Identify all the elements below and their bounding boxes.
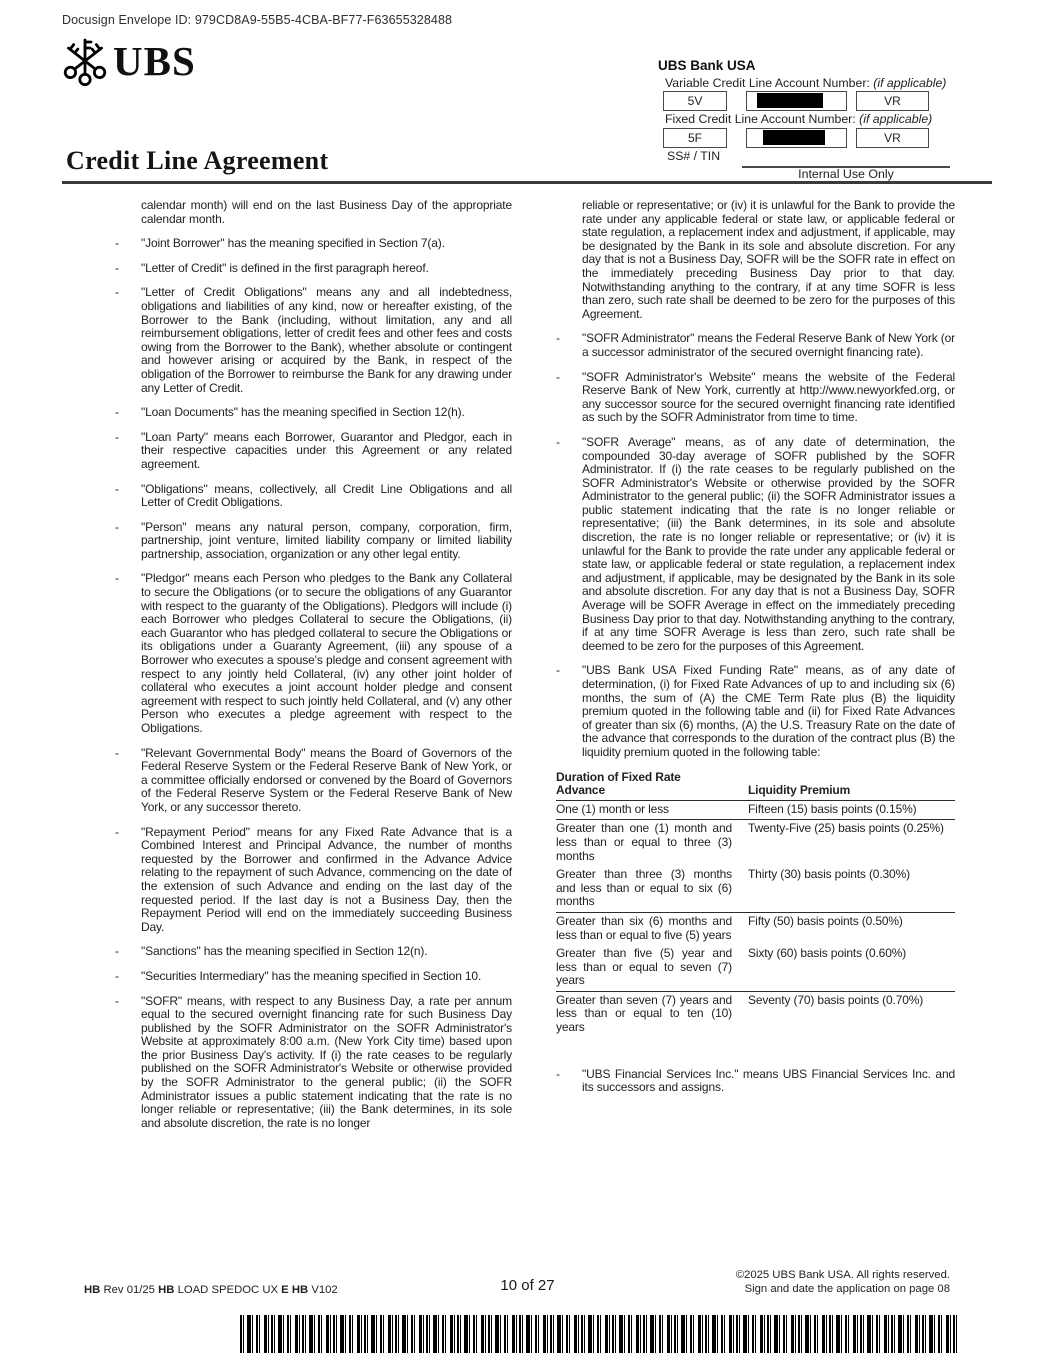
definition-item: [115, 826, 512, 935]
definition-text: "Letter of Credit Obligations" means any and all indebtedness, obligations and liabilities of any kind, now or hereafter existing, of the Borrower to the Bank (including, without limitation, any and all reimbursement obligations, letter of credit fees and other fees and costs owing from the Borrower to the Bank), whether absolute or contingent and however arising or acquired by the Bank, in respect of the obligation of the Borrower to reimburse the Bank for any drawing under any Letter of Credit.: [141, 285, 512, 395]
duration-cell: Greater than five (5) year and less than or equal to seven (7) years: [556, 945, 748, 991]
table-header-row: [556, 771, 955, 801]
definition-item: [115, 262, 512, 276]
definition-item: [115, 483, 512, 510]
definition-text: "Loan Party" means each Borrower, Guarantor and Pledgor, each in their respective capacities under this Agreement or any related agreement.: [141, 429, 512, 471]
copyright-text: ©2025 UBS Bank USA. All rights reserved.: [735, 1269, 950, 1281]
definition-item: [556, 332, 955, 359]
table-body: [556, 800, 955, 1037]
fixed-account-label-text: Fixed Credit Line Account Number:: [665, 112, 856, 126]
table-row: [556, 866, 955, 912]
definition-text: "SOFR" means, with respect to any Business Day, a rate per annum equal to the secured overnight financing rate for such Business Day published by the SOFR Administrator on the SOFR Administrator's Website at approximately 8:00 a.m. (New York City time) based upon the prior Business Day's activity. If (i) the rate ceases to be regularly published on the SOFR Administrator's Website or otherwise provided by the SOFR Administrator to the general public; (ii) the SOFR Administrator issues a public statement indicating that the rate is no longer reliable or representative; (iii) the Bank determines, in its sole and absolute discretion, the rate is no longer: [141, 993, 512, 1130]
redacted-variable-account-number: [757, 93, 823, 108]
definition-item: [556, 436, 955, 654]
ubs-logo: [62, 34, 196, 88]
ubs-wordmark: UBS: [113, 37, 196, 84]
sign-note-text: Sign and date the application on page 08: [744, 1282, 950, 1295]
definition-item: [115, 431, 512, 472]
footer-code-segment: HB: [158, 1284, 178, 1296]
definition-text: "Relevant Governmental Body" means the Board of Governors of the Federal Reserve System or the Federal Reserve Bank of New York, or a committee officially endorsed or convened by the Board of Governors of the Federal Reserve System or the Federal Reserve Bank of New York, or any successor thereto.: [141, 745, 512, 814]
table-head: [556, 771, 955, 801]
bullet-dash: -: [115, 285, 119, 300]
duration-cell: Greater than one (1) month and less than or equal to three (3) months: [556, 821, 732, 863]
definition-item: [556, 664, 955, 759]
bullet-dash: -: [115, 745, 119, 760]
definition-text: "Person" means any natural person, company, corporation, firm, partnership, joint venture, limited liability company or limited liability partnership, association, organization or any other legal entity.: [141, 519, 512, 561]
definition-item: [556, 371, 955, 425]
bullet-dash: -: [556, 369, 560, 384]
column-header-duration: Duration of Fixed Rate Advance: [556, 771, 748, 801]
definition-text: "SOFR Administrator's Website" means the website of the Federal Reserve Bank of New York, currently at http://www.newyorkfed.org, or any successor source for the secured overnight financing rate identified as such by the SOFR Administrator from time to time.: [582, 369, 955, 425]
definition-text: "SOFR Administrator" means the Federal Reserve Bank of New York (or a successor administrator of the secured overnight financing rate).: [582, 331, 955, 359]
table-row: [556, 991, 955, 1037]
variable-account-label-text: Variable Credit Line Account Number:: [665, 76, 870, 90]
definition-item: [115, 521, 512, 562]
definition-item: [115, 747, 512, 815]
paragraph: calendar month) will end on the last Business Day of the appropriate calendar month.: [141, 198, 512, 226]
internal-use-only-label: Internal Use Only: [798, 167, 894, 181]
definition-text: "Loan Documents" has the meaning specified in Section 12(h).: [141, 405, 465, 420]
bullet-dash: -: [115, 260, 119, 275]
fixed-suffix-box: VR: [856, 128, 929, 148]
definition-text: "Sanctions" has the meaning specified in Section 12(n).: [141, 944, 428, 959]
table-row: [556, 800, 955, 820]
premium-cell: Fifteen (15) basis points (0.15%): [748, 800, 955, 820]
footer-code-segment: Rev 01/25: [103, 1284, 159, 1296]
ubs-keys-icon: [62, 34, 108, 88]
definition-text: "UBS Bank USA Fixed Funding Rate" means, as of any date of determination, (i) for Fixed Rate Advances of up to and including six (6) months, the sum of (A) the CME Term Rate plus (B) the liquidity premium quoted in the following table and (ii) for Fixed Rate Advances of greater than six (6) months, (A) the U.S. Treasury Rate on the date of the advance that corresponds to the duration of the contract plus (B) the liquidity premium quoted in the following table:: [582, 663, 955, 759]
table-row: [556, 820, 955, 866]
table-row: [556, 945, 955, 991]
paragraph: reliable or representative; or (iv) it is unlawful for the Bank to provide the rate under any applicable federal or state law, or applicable federal or state regulation, a replacement index and adjustment, if applicable, may be designated by the Bank in its sole and absolute discretion. For any day that is not a Business Day, SOFR will be the SOFR rate in effect on the immediately preceding Business Day prior to that day. Notwithstanding anything to the contrary, if at any time SOFR is less than zero, such rate shall be deemed to be zero for the purposes of this Agreement.: [582, 198, 955, 321]
bullet-dash: -: [556, 1066, 560, 1081]
bullet-dash: -: [115, 429, 119, 444]
definition-text: "SOFR Average" means, as of any date of determination, the compounded 30-day average of SOFR published by the SOFR Administrator. If (i) the rate ceases to be regularly published on the SOFR Administrator's Website or otherwise provided by the SOFR Administrator to the general public; (ii) the SOFR Administrator issues a public statement indicating that the rate is no longer reliable or representative; (iii) the Bank determines, in its sole and absolute discretion, the rate is no longer reliable or representative; or (iv) it is unlawful for the Bank to provide the rate under any applicable federal or state law, or applicable federal or state regulation, a replacement index and adjustment, if applicable, may be designated by the Bank in its sole and absolute discretion. For any day that is not a Business Day, SOFR Average will be SOFR Average in effect on the immediately preceding Business Day prior to that day. Notwithstanding anything to the contrary, if at any time SOFR Average is less than zero, such rate shall be deemed to be zero for the purposes of this Agreement.: [582, 434, 955, 653]
variable-suffix-box: VR: [856, 91, 929, 111]
page-title: Credit Line Agreement: [66, 146, 329, 175]
fixed-account-label: [665, 112, 932, 126]
definition-item: [115, 995, 512, 1131]
bullet-dash: -: [556, 663, 560, 678]
footer-code-segment: HB: [84, 1284, 104, 1296]
definition-text: "UBS Financial Services Inc." means UBS Financial Services Inc. and its successors and assigns.: [582, 1066, 955, 1095]
bullet-dash: -: [115, 968, 119, 983]
duration-cell: One (1) month or less: [556, 800, 748, 820]
definition-item: [115, 945, 512, 959]
if-applicable-note: (if applicable): [873, 76, 947, 90]
definition-text: "Letter of Credit" is defined in the first paragraph hereof.: [141, 260, 429, 275]
bullet-dash: -: [556, 434, 560, 449]
fixed-prefix-box: 5F: [663, 128, 727, 148]
duration-cell: Greater than six (6) months and less than or equal to five (5) years: [556, 913, 732, 942]
definition-item: [115, 970, 512, 984]
ssn-tin-label: SS# / TIN: [667, 149, 721, 163]
table-row: [556, 912, 955, 945]
if-applicable-note: (if applicable): [859, 112, 933, 126]
premium-cell: Fifty (50) basis points (0.50%): [748, 913, 903, 928]
premium-cell: Seventy (70) basis points (0.70%): [748, 992, 924, 1007]
definition-item: [115, 406, 512, 420]
barcode: [240, 1315, 958, 1353]
definition-item: [115, 572, 512, 735]
bullet-dash: -: [115, 944, 119, 959]
footer-code-segment: LOAD SPEDOC UX: [177, 1284, 282, 1296]
redacted-fixed-account-number: [763, 130, 825, 145]
duration-cell: Greater than three (3) months and less than or equal to six (6) months: [556, 866, 748, 912]
bullet-dash: -: [115, 519, 119, 534]
bullet-dash: -: [115, 824, 119, 839]
definition-text: "Securities Intermediary" has the meaning specified in Section 10.: [141, 968, 482, 983]
definition-text: "Pledgor" means each Person who pledges to the Bank any Collateral to secure the Obligations (or to secure the obligations of any Guarantor with respect to the guaranty of the Obligations). Pledgors will include (i) each Borrower who pledges Collateral to secure the Obligations, (ii) each Guarantor who has pledged collateral to secure the Obligations or its obligations under a Guaranty Agreement, (iii) any spouse of a Borrower who executes a spouse's pledge and consent agreement with respect to any jointly held Collateral, (iv) any other joint holder of collateral who executes a joint account holder pledge and consent agreement with respect to such jointly held Collateral, and (v) any other Person who executes a pledge agreement with respect to the Obligations.: [141, 571, 512, 735]
premium-cell: Twenty-Five (25) basis points (0.25%): [748, 821, 944, 836]
bullet-dash: -: [115, 236, 119, 251]
footer-copyright-block: [650, 1269, 950, 1297]
definition-item: [115, 286, 512, 395]
variable-account-label: [665, 76, 946, 90]
footer-code-segment: E HB: [281, 1284, 312, 1296]
premium-cell: Sixty (60) basis points (0.60%): [748, 945, 955, 991]
duration-cell: Greater than seven (7) years and less than or equal to ten (10) years: [556, 992, 732, 1035]
column-header-premium: Liquidity Premium: [748, 771, 955, 801]
footer-code-segment: V102: [311, 1284, 338, 1296]
definition-text: "Joint Borrower" has the meaning specified in Section 7(a).: [141, 236, 445, 251]
bullet-dash: -: [115, 481, 119, 496]
definition-item: [556, 1068, 955, 1095]
definition-text: "Obligations" means, collectively, all Credit Line Obligations and all Letter of Credit Obligations.: [141, 481, 512, 510]
premium-cell: Thirty (30) basis points (0.30%): [748, 866, 955, 912]
left-column: [115, 199, 512, 1141]
bullet-dash: -: [556, 331, 560, 346]
bullet-dash: -: [115, 571, 119, 586]
bank-name: UBS Bank USA: [658, 58, 756, 73]
variable-prefix-box: 5V: [663, 91, 727, 111]
bullet-dash: -: [115, 405, 119, 420]
page-number: 10 of 27: [500, 1277, 555, 1294]
docusign-envelope-id: Docusign Envelope ID: 979CD8A9-55B5-4CBA-BF77-F63655328488: [62, 13, 453, 27]
definition-text: "Repayment Period" means for any Fixed Rate Advance that is a Combined Interest and Principal Advance, the number of months requested by the Borrower and confirmed in the Advance Advice relating to the repayment of such Advance, commencing on the date of the extension of such Advance and ending on the last day of the requested period. If the last day is not a Business Day, then the Repayment Period will end on the immediately succeeding Business Day.: [141, 824, 512, 934]
right-column: [556, 199, 955, 1106]
bullet-dash: -: [115, 993, 119, 1008]
liquidity-premium-table: [556, 771, 955, 1038]
definition-item: [115, 237, 512, 251]
header-rule: [62, 181, 992, 184]
